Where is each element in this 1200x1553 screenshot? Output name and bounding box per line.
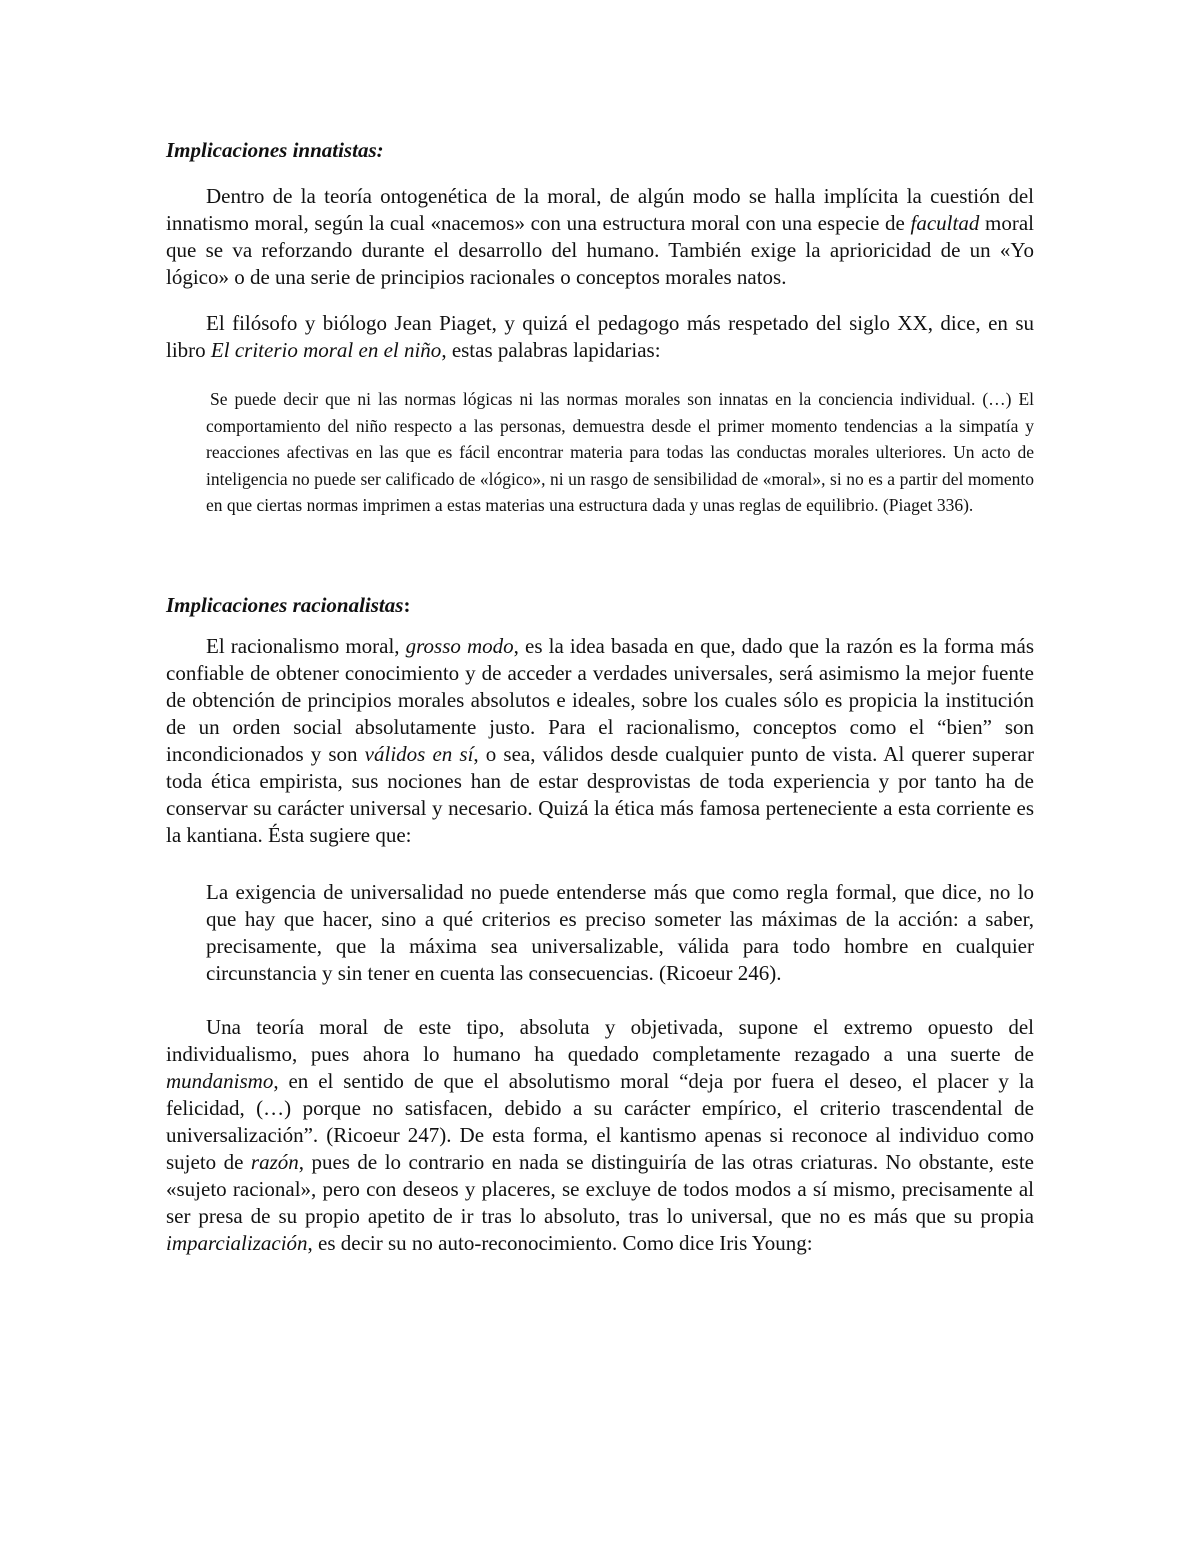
block-quote-ricoeur: La exigencia de universalidad no puede entenderse más que como regla formal, que dice, no lo que hay que hacer, sino a qué criterios es preciso someter las máximas de la acción: a saber, precisamente, que la máxima sea universalizable, válida para todo hombre en cualquier circunstancia y sin tener en cuenta las consecuencias. (Ricoeur 246). [206, 879, 1034, 985]
text-segment: , pues de lo contrario en nada se distinguiría de las otras criaturas. No obstante, este «sujeto racional», pero con deseos y placeres, se excluye de todos modos a sí mismo, precisamente al ser presa de su propio apetito de ir tras lo absoluto, tras lo universal, que no es más que su propia [166, 1149, 1034, 1228]
emphasis-validos-en-si: válidos en sí [364, 741, 474, 766]
text-segment: El filósofo y biólogo Jean Piaget, y quizá el pedagogo más respetado del siglo XX, dice, en su libro [166, 311, 1034, 362]
book-title: El criterio moral en el niño [210, 338, 442, 362]
text-segment: , es decir su no auto-reconocimiento. Como dice Iris Young: [307, 1230, 813, 1255]
document-page [166, 136, 1034, 1257]
paragraph-racionalismo [166, 633, 1034, 849]
emphasis-facultad: facultad [910, 211, 980, 235]
emphasis-mundanismo: mundanismo [166, 1068, 274, 1093]
text-segment: Una teoría moral de este tipo, absoluta y objetivada, supone el extremo opuesto del individualismo, pues ahora lo humano ha quedado completamente rezagado a una suerte de [166, 1014, 1034, 1066]
heading-text: Implicaciones racionalistas [166, 592, 404, 617]
text-segment: , es la idea basada en que, dado que la razón es la forma más confiable de obtener conocimiento y de acceder a verdades universales, será asimismo la mejor fuente de obtención de principios morales absolutos e ideales, sobre los cuales sólo es propicia la institución de un orden social absolutamente justo. Para el racionalismo, conceptos como el “bien” son incondicionados y son [166, 633, 1034, 766]
emphasis-razon: razón [250, 1149, 299, 1174]
section-heading-innatistas: Implicaciones innatistas: [166, 138, 384, 162]
text-segment: , en el sentido de que el absolutismo moral “deja por fuera el deseo, el placer y la felicidad, (…) porque no satisfacen, debido a su carácter empírico, el criterio trascendental de universalización”. (Ricoeur 247). De esta forma, el kantismo apenas si reconoce al individuo como sujeto de [166, 1068, 1034, 1174]
paragraph-innatismo [166, 183, 1034, 291]
paragraph-teoria-moral [166, 1014, 1034, 1257]
text-segment: , o sea, válidos desde cualquier punto de vista. Al querer superar toda ética empirista, sus nociones han de estar desprovistas de toda experiencia y por tanto ha de conservar su carácter universal y necesario. Quizá la ética más famosa perteneciente a esta corriente es la kantiana. Ésta sugiere que: [166, 741, 1034, 847]
paragraph-piaget-intro [166, 310, 1034, 364]
heading-colon: : [403, 592, 411, 617]
text-segment: El racionalismo moral, [206, 633, 406, 658]
emphasis-grosso-modo: grosso modo [405, 633, 514, 658]
emphasis-imparcializacion: imparcialización [166, 1230, 308, 1255]
block-quote-piaget: Se puede decir que ni las normas lógicas ni las normas morales son innatas en la conciencia individual. (…) El comportamiento del niño respecto a las personas, demuestra desde el primer momento tendencias a la simpatía y reacciones afectivas en las que es fácil encontrar materia para todas las conductas morales ulteriores. Un acto de inteligencia no puede ser calificado de «lógico», ni un rasgo de sensibilidad de «moral», si no es a partir del momento en que ciertas normas imprimen a estas materias una estructura dada y unas reglas de equilibrio. (Piaget 336). [206, 389, 1034, 515]
section-heading-racionalistas [166, 591, 1034, 619]
text-segment: moral que se va reforzando durante el desarrollo del humano. También exige la aprioricidad de un «Yo lógico» o de una serie de principios racionales o conceptos morales natos. [166, 211, 1034, 289]
text-segment: Dentro de la teoría ontogenética de la moral, de algún modo se halla implícita la cuestión del innatismo moral, según la cual «nacemos» con una estructura moral con una especie de [166, 184, 1034, 235]
text-segment: , estas palabras lapidarias: [441, 338, 661, 362]
